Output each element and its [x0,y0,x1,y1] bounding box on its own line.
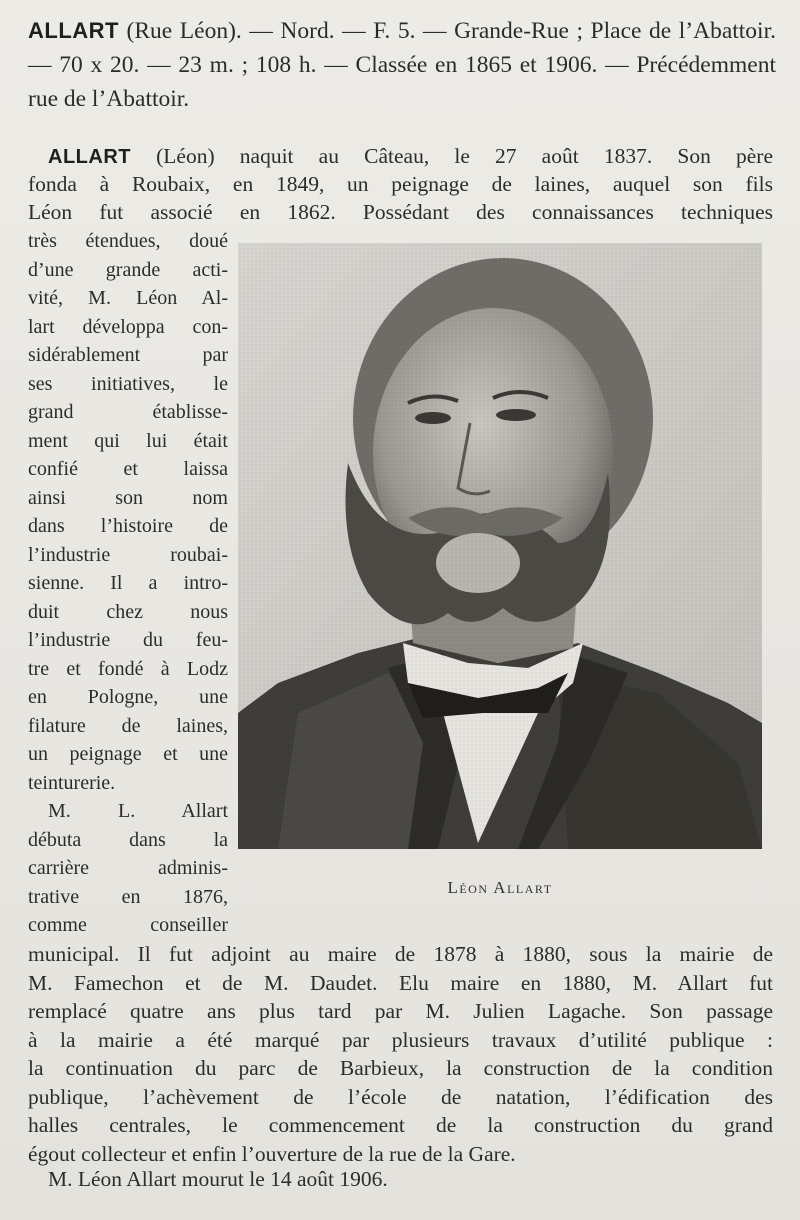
biography-narrow-line: très étendues, doué [28,230,228,252]
biography-narrow-line: sidérablement par [28,344,228,366]
biography-narrow-line: ainsi son nom [28,486,228,509]
biography-first-line-text: (Léon) naquit au Câteau, le 27 août 1837. Son père [156,144,773,168]
biography-narrow-line: sienne. Il a intro- [28,572,228,594]
biography-narrow-line: l’industrie du feu- [28,629,228,651]
biography-narrow-line: l’industrie roubai- [28,543,228,566]
biography-line: halles centrales, le commencement de la construction du grand [28,1113,773,1137]
portrait-photo [238,243,762,849]
street-heading [28,14,776,116]
biography-line: à la mairie a été marqué par plusieurs travaux d’utilité publique : [28,1027,773,1052]
biography-narrow-line: confié et laissa [28,458,228,480]
biography-narrow-line: carrière adminis- [28,857,228,879]
biography-line: municipal. Il fut adjoint au maire de 1878 à 1880, sous la mairie de [28,942,773,966]
biography-line: la continuation du parc de Barbieux, la construction de la condition [28,1056,773,1080]
street-name: ALLART [28,18,119,43]
biography-narrow-line: débuta dans la [28,828,228,851]
biography-narrow-line: grand établisse- [28,401,228,423]
biography-line: M. Famechon et de M. Daudet. Elu maire en 1880, M. Allart fut [28,970,773,995]
biography-narrow-line: filature de laines, [28,714,228,737]
biography-narrow-line: vité, M. Léon Al- [28,287,228,309]
biography-narrow-line: ses initiatives, le [28,372,228,395]
portrait-caption: Léon Allart [447,878,553,897]
biography-line: fonda à Roubaix, en 1849, un peignage de laines, auquel son fils [28,172,773,196]
biography-final-line: M. Léon Allart mourut le 14 août 1906. [48,1167,388,1191]
biography-narrow-line: teinturerie. [28,771,116,794]
biography-narrow-line: d’une grande acti- [28,258,228,281]
biography-narrow-line: tre et fondé à Lodz [28,657,228,680]
biography-name: ALLART [48,146,131,168]
biography-line: remplacé quatre ans plus tard par M. Julien Lagache. Son passage [28,999,773,1023]
portrait-illustration [238,243,762,849]
biography-narrow-line: lart développa con- [28,315,228,338]
biography-narrow-line: dans l’histoire de [28,515,228,537]
biography-narrow-line: un peignage et une [28,743,228,765]
biography-narrow-line: en Pologne, une [28,686,228,708]
biography-narrow-line: ment qui lui était [28,429,228,452]
biography-narrow-line: trative en 1876, [28,885,228,908]
biography-narrow-line: comme conseiller [28,914,228,936]
biography-narrow-line: M. L. Allart [48,800,228,822]
biography-line: publique, l’achèvement de l’école de natation, l’édification des [28,1084,773,1109]
biography-line: égout collecteur et enfin l’ouverture de la rue de la Gare. [28,1141,516,1166]
street-details: (Rue Léon). — Nord. — F. 5. — Grande-Rue ; Place de l’Abattoir. — 70 x 20. — 23 m. ; 108 h. — Classée en 1865 et 1906. — Précédemment rue de l’Abattoir. [28,18,776,112]
biography-first-line [28,142,773,171]
biography-line: Léon fut associé en 1862. Possédant des connaissances techniques [28,200,773,224]
biography-narrow-line: duit chez nous [28,600,228,623]
